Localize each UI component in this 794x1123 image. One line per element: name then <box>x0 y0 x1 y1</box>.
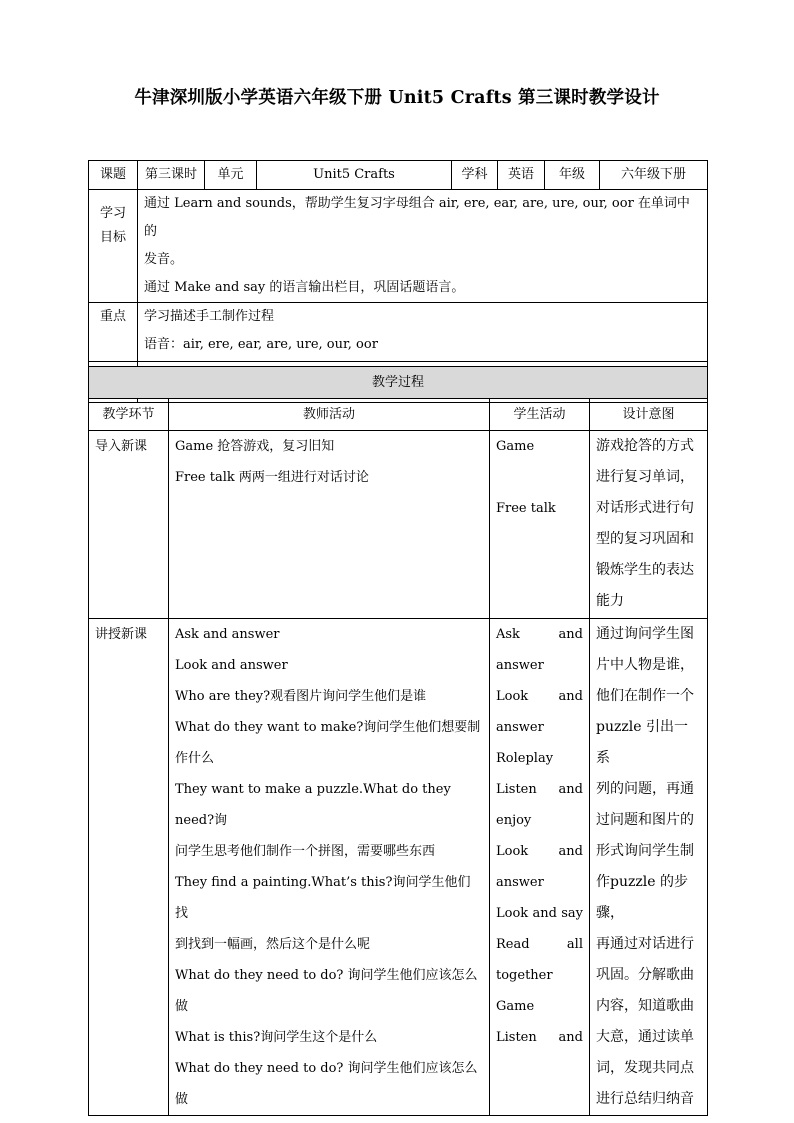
process-row-new-lesson <box>89 619 708 1116</box>
design-cell <box>590 619 708 1116</box>
student-line: Look and <box>496 689 583 704</box>
design-line: 进行复习单词， <box>596 469 694 485</box>
teacher-cell <box>169 619 490 1116</box>
teacher-line: 作什么 <box>175 751 215 766</box>
unit-label: 单元 <box>205 161 257 190</box>
subject-value: 英语 <box>498 161 545 190</box>
design-line: 对话形式进行句 <box>596 500 694 516</box>
teacher-cell <box>169 431 490 619</box>
teacher-line: Free talk 两两一组进行对话讨论 <box>175 470 369 485</box>
design-line: 能力 <box>596 593 624 609</box>
design-line: 词，发现共同点 <box>596 1060 694 1076</box>
student-line: Game <box>496 999 535 1014</box>
design-line: 型的复习巩固和 <box>596 531 694 547</box>
design-line: 巩固。分解歌曲 <box>596 967 694 983</box>
teacher-line: They find a painting.What’s this?询问学生他们找 <box>175 875 471 921</box>
teacher-line: What is this?询问学生这个是什么 <box>175 1030 378 1045</box>
teacher-line: Game 抢答游戏，复习旧知 <box>175 439 335 454</box>
col-student-header: 学生活动 <box>490 399 590 431</box>
student-cell <box>490 619 590 1116</box>
design-line: 游戏抢答的方式 <box>596 438 694 454</box>
student-line <box>496 462 583 493</box>
teacher-line: Look and answer <box>175 658 288 673</box>
process-column-headers <box>89 399 708 431</box>
student-line: Free talk <box>496 501 556 516</box>
subject-label: 学科 <box>452 161 498 190</box>
student-line: Listen and <box>496 782 583 797</box>
goals-label-line2: 目标 <box>99 230 126 245</box>
teacher-line: What do they need to do? 询问学生他们应该怎么 <box>175 1061 478 1076</box>
design-line: 过问题和图片的 <box>596 812 694 828</box>
student-line: Roleplay <box>496 751 554 766</box>
document-title: 牛津深圳版小学英语六年级下册 Unit5 Crafts 第三课时教学设计 <box>134 88 660 108</box>
student-line: Look and say <box>496 906 583 921</box>
teacher-line: 问学生思考他们制作一个拼图，需要哪些东西 <box>175 844 436 859</box>
process-table <box>88 366 708 1116</box>
student-line: together <box>496 968 553 983</box>
student-line: answer <box>496 658 544 673</box>
process-row-intro <box>89 431 708 619</box>
student-line: Game <box>496 439 535 454</box>
teacher-line: What do they want to make?询问学生他们想要制 <box>175 720 481 735</box>
teacher-line: What do they need to do? 询问学生他们应该怎么 <box>175 968 478 983</box>
design-line: 片中人物是谁， <box>596 657 694 673</box>
goals-line: 通过 Make and say 的语言输出栏目，巩固话题语言。 <box>144 280 465 295</box>
design-line: 再通过对话进行 <box>596 936 694 952</box>
design-cell <box>590 431 708 619</box>
teacher-line: 做 <box>175 1092 189 1107</box>
process-header: 教学过程 <box>89 367 708 399</box>
goals-line: 发音。 <box>144 252 184 267</box>
design-line: 作puzzle 的步骤， <box>596 874 688 921</box>
design-line: 他们在制作一个 <box>596 688 694 704</box>
key-points-content <box>138 303 708 362</box>
design-line: 形式询问学生制 <box>596 843 694 859</box>
lesson-value: 第三课时 <box>138 161 205 190</box>
student-line: answer <box>496 875 544 890</box>
design-line: 通过询问学生图 <box>596 626 694 642</box>
grade-label: 年级 <box>545 161 600 190</box>
teacher-line: They want to make a puzzle.What do they need?询 <box>175 782 451 828</box>
teacher-line: 到找到一幅画，然后这个是什么呢 <box>175 937 371 952</box>
col-teacher-header: 教师活动 <box>169 399 490 431</box>
teacher-line: Ask and answer <box>175 627 280 642</box>
lesson-label: 课题 <box>89 161 138 190</box>
stage-cell: 讲授新课 <box>89 619 169 1116</box>
student-line: Listen and <box>496 1030 583 1045</box>
design-line: 大意，通过读单 <box>596 1029 694 1045</box>
student-line: enjoy <box>496 813 532 828</box>
goals-line: 通过 Learn and sounds，帮助学生复习字母组合 air, ere, ear, are, ure, our, oor 在单词中的 <box>144 196 690 239</box>
grade-value: 六年级下册 <box>600 161 708 190</box>
design-line: 内容，知道歌曲 <box>596 998 694 1014</box>
student-line: Ask and <box>496 627 583 642</box>
key-point-line: 学习描述手工制作过程 <box>144 309 275 324</box>
student-cell <box>490 431 590 619</box>
info-row <box>89 161 708 190</box>
key-point-line: 语音：air, ere, ear, are, ure, our, oor <box>144 337 378 352</box>
design-line: puzzle 引出一系 <box>596 719 688 766</box>
goals-label <box>89 190 138 303</box>
teacher-line: Who are they?观看图片询问学生他们是谁 <box>175 689 427 704</box>
design-line: 列的问题，再通 <box>596 781 694 797</box>
stage-cell: 导入新课 <box>89 431 169 619</box>
col-design-header: 设计意图 <box>590 399 708 431</box>
student-line: Read all <box>496 937 583 952</box>
col-stage-header: 教学环节 <box>89 399 169 431</box>
teacher-line: 做 <box>175 999 189 1014</box>
goals-row <box>89 190 708 303</box>
design-line: 锻炼学生的表达 <box>596 562 694 578</box>
student-line: answer <box>496 720 544 735</box>
key-points-row <box>89 303 708 362</box>
goals-content <box>138 190 708 303</box>
key-points-label: 重点 <box>89 303 138 362</box>
unit-value: Unit5 Crafts <box>257 161 452 190</box>
goals-label-line1: 学习 <box>99 206 126 221</box>
student-line: Look and <box>496 844 583 859</box>
design-line: 进行总结归纳音 <box>596 1091 694 1107</box>
